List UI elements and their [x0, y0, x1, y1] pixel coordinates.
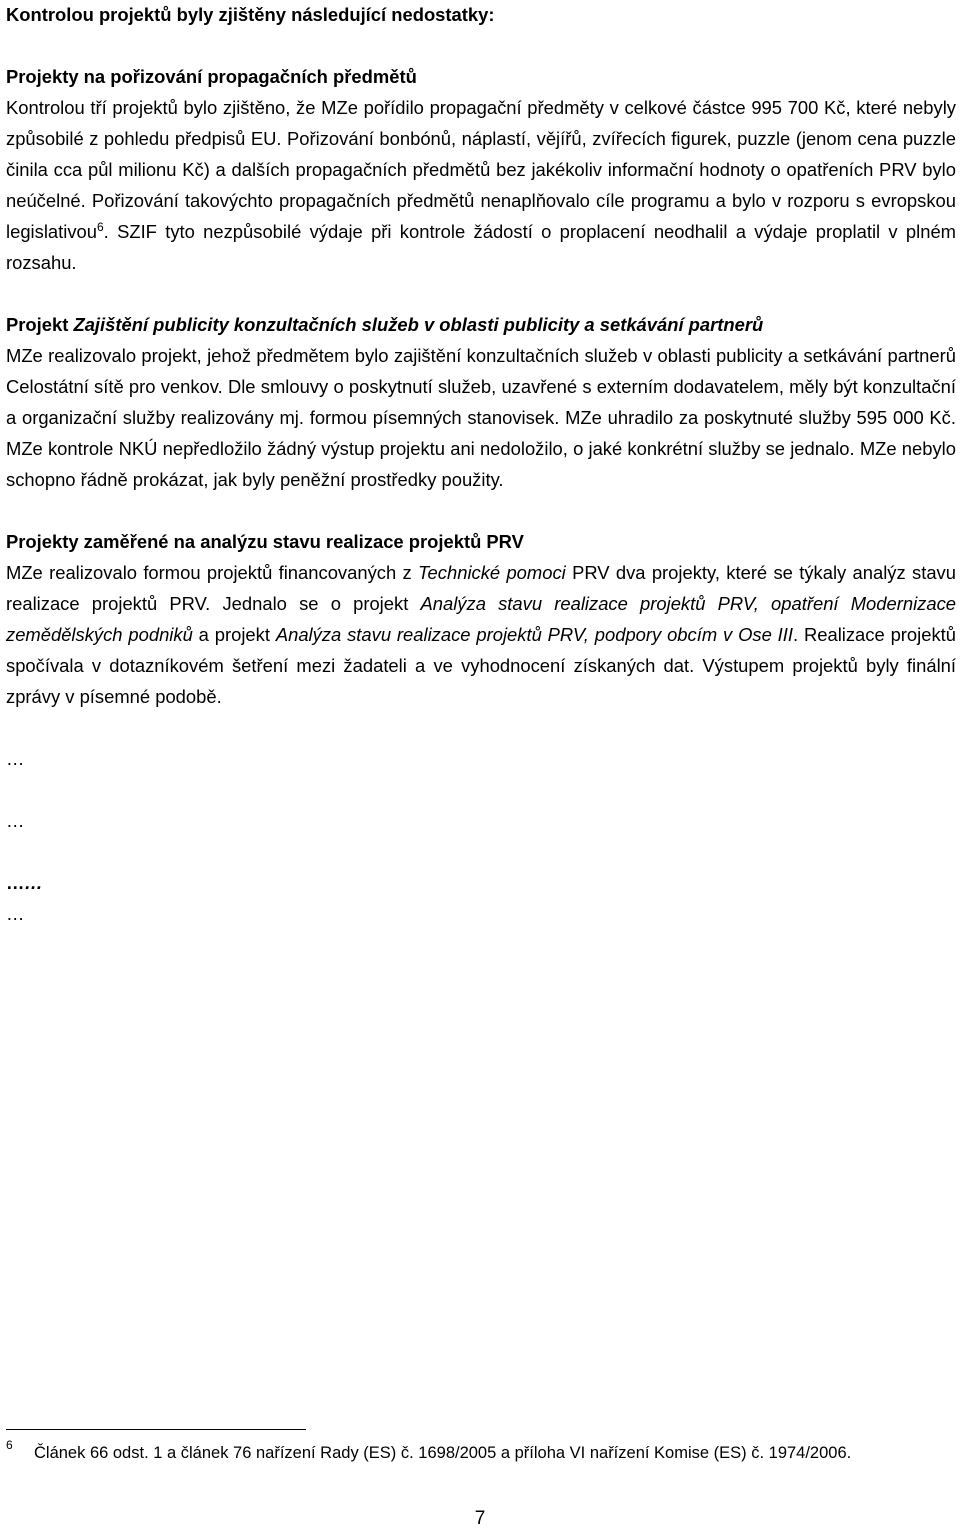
spacer [6, 836, 956, 867]
section2-title-prefix: Projekt [6, 314, 74, 335]
footnote-separator [6, 1429, 306, 1430]
section4-title-italic: … [24, 872, 43, 893]
spacer [6, 30, 956, 61]
section2-text: MZe realizovalo projekt, jehož předmětem bylo zajištění konzultačních služeb v oblasti publicity a setkávání partnerů Celostátní sítě pro venkov. Dle smlouvy o poskytnutí služeb, uzavřené s externím dodavatelem, měly být konzultační a organizační služby realizovány mj. formou písemných stanovisek. MZe uhradilo za poskytnuté služby 595 000 Kč. MZe kontrole NKÚ nepředložilo žádný výstup projektu ani nedoložilo, o jaké konkrétní služby se jednalo. MZe nebylo schopno řádně prokázat, jak byly peněžní prostředky použity. [6, 345, 956, 490]
section1-text-a: Kontrolou tří projektů bylo zjištěno, že MZe pořídilo propagační předměty v celkové částce 995 700 Kč, které nebyly způsobilé z pohledu předpisů EU. Pořizování bonbónů, náplastí, vějířů, zvířecích figurek, puzzle (jenom cena puzzle činila cca půl milionu Kč) a dalších propagačních předmětů bez jakékoliv informační hodnoty o opatřeních PRV bylo neúčelné. Pořizování takovýchto propagačních předmětů nenaplňovalo cíle programu a bylo v rozporu s evropskou legislativou [6, 97, 956, 242]
section3-paragraph3: … [6, 810, 25, 831]
spacer [6, 774, 956, 805]
section4-text: … [6, 903, 25, 924]
spacer [6, 278, 956, 309]
section4-title-prefix: … [6, 872, 25, 893]
spacer [6, 712, 956, 743]
document-page [6, 0, 956, 929]
section3-i2: Analýza stavu realizace projektů PRV, opatření Modernizace zemědělských podniků [6, 593, 957, 645]
page-number: 7 [474, 1508, 486, 1529]
section3-title: Projekty zaměřené na analýzu stavu realizace projektů PRV [6, 531, 524, 552]
section1-text [6, 92, 956, 278]
section3-t3: a projekt [192, 624, 276, 645]
section3-paragraph2: … [6, 748, 25, 769]
section3-t2: PRV dva projekty, které se týkaly analýz stavu realizace projektů PRV. Jednalo se o projekt [6, 562, 956, 614]
section1-title: Projekty na pořizování propagačních předmětů [6, 66, 417, 87]
footnote-text: Článek 66 odst. 1 a článek 76 nařízení Rady (ES) č. 1698/2005 a příloha VI nařízení Komise (ES) č. 1974/2006. [34, 1444, 852, 1462]
section3-t4: . Realizace projektů spočívala v dotazníkovém šetření mezi žadateli a ve vyhodnocení získaných dat. Výstupem projektů byly finální zprávy v písemné podobě. [6, 624, 956, 707]
section3-text [6, 557, 956, 712]
footnote-mark: 6 [6, 1438, 13, 1452]
section3-i3: Analýza stavu realizace projektů PRV, podpory obcím v Ose III [275, 624, 793, 645]
section2-title-italic: Zajištění publicity konzultačních služeb v oblasti publicity a setkávání partnerů [73, 314, 764, 335]
section3-t1: MZe realizovalo formou projektů financovaných z [6, 562, 419, 583]
section4-title [6, 867, 956, 898]
section1-text-b: . SZIF tyto nezpůsobilé výdaje při kontrole žádostí o proplacení neodhalil a výdaje proplatil v plném rozsahu. [6, 221, 956, 273]
footnote-ref: 6 [96, 219, 104, 234]
section3-i1: Technické pomoci [418, 562, 566, 583]
section2-title [6, 309, 956, 340]
main-heading: Kontrolou projektů byly zjištěny následující nedostatky: [6, 4, 495, 25]
spacer [6, 495, 956, 526]
